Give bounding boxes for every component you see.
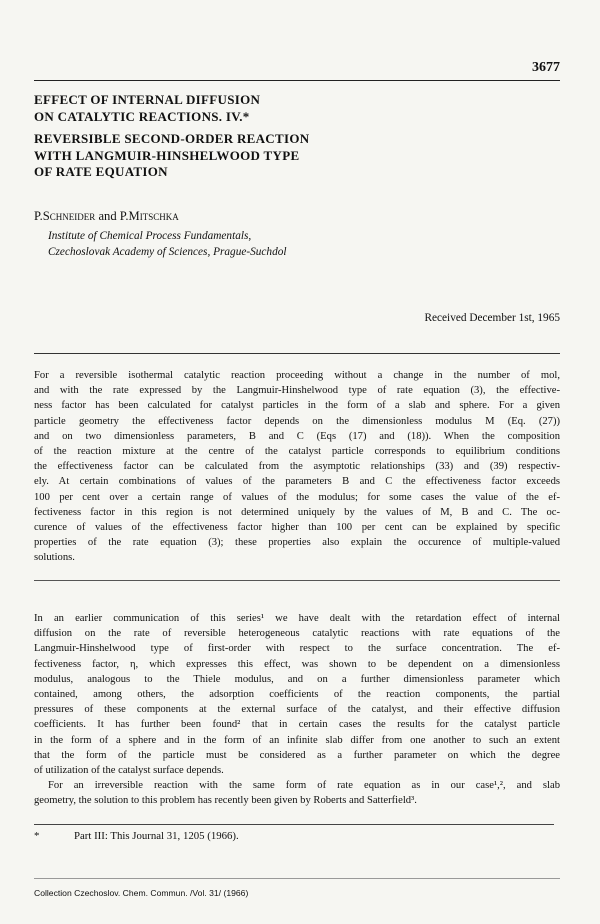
body-line: that the form of the particle must be considered as a further parameter on which the degree bbox=[34, 749, 560, 761]
body-text bbox=[34, 611, 560, 809]
author-name: Mitschka bbox=[128, 209, 179, 223]
received-date: Received December 1st, 1965 bbox=[424, 312, 560, 324]
body-line: Langmuir-Hinshelwood type of first-order with respect to the surface concentration. The ef- bbox=[34, 643, 560, 655]
author-conjunction: and bbox=[98, 209, 117, 223]
title-line: EFFECT OF INTERNAL DIFFUSION bbox=[34, 92, 261, 107]
author-list bbox=[34, 209, 179, 224]
footnote bbox=[34, 830, 239, 842]
abstract-line: 100 per cent over a certain range of values of the modulus; for some cases the value of the ef- bbox=[34, 491, 560, 503]
abstract-bottom-rule bbox=[34, 580, 560, 581]
footnote-rule bbox=[34, 824, 554, 825]
abstract bbox=[34, 368, 560, 566]
abstract-top-rule bbox=[34, 353, 560, 354]
affiliation bbox=[48, 228, 287, 260]
body-line: of utilization of the catalyst surface depends. bbox=[34, 765, 224, 777]
subtitle-line: OF RATE EQUATION bbox=[34, 164, 168, 179]
abstract-line: of the reaction mixture at the centre of the catalyst particle corresponds to equilibrium conditions bbox=[34, 446, 560, 458]
abstract-line: and with the rate expressed by the Langmuir-Hinshelwood type of rate equation (3), the effective- bbox=[34, 385, 560, 397]
abstract-line: properties of the rate equation (3); these properties also explain the occurence of multiple-valued bbox=[34, 537, 560, 549]
header-rule bbox=[34, 80, 560, 81]
article-subtitle bbox=[34, 131, 454, 181]
abstract-line: ely. At certain combinations of values of the parameters B and C the effectiveness factor exceeds bbox=[34, 476, 560, 488]
abstract-line: fectiveness factor in this region is not determined uniquely by the values of M, B and C. The oc- bbox=[34, 506, 560, 518]
body-line: pressures of these components at the external surface of the catalyst, and their effective diffusion bbox=[34, 704, 560, 716]
body-line: fectiveness factor, η, which expresses this effect, was shown to be dependent on a dimensionless bbox=[34, 658, 560, 670]
author-initial: P. bbox=[119, 209, 129, 223]
abstract-line: particle geometry the effectiveness factor depends on the dimensionless modulus M (Eq. (27)) bbox=[34, 415, 560, 427]
subtitle-line: REVERSIBLE SECOND-ORDER REACTION bbox=[34, 131, 310, 146]
footer-rule bbox=[34, 878, 560, 879]
body-line: coefficients. It has further been found² that in certain cases the results for the catalyst particle bbox=[34, 719, 560, 731]
subtitle-line: WITH LANGMUIR-HINSHELWOOD TYPE bbox=[34, 147, 300, 163]
body-line: geometry, the solution to this problem has recently been given by Roberts and Satterfield³. bbox=[34, 795, 417, 807]
article-title bbox=[34, 92, 454, 125]
body-line: diffusion on the rate of reversible heterogeneous catalytic reactions with rate equations of the bbox=[34, 628, 560, 640]
abstract-line: For a reversible isothermal catalytic reaction proceeding without a change in the number of mol, bbox=[34, 370, 560, 381]
page-number: 3677 bbox=[532, 60, 560, 75]
title-line: ON CATALYTIC REACTIONS. IV.* bbox=[34, 108, 250, 124]
abstract-line: solutions. bbox=[34, 552, 75, 564]
abstract-line: curence of values of the effectiveness factor higher than 100 per cent can be explained by specific bbox=[34, 522, 560, 534]
affiliation-line: Institute of Chemical Process Fundamentals, bbox=[48, 230, 252, 242]
footnote-mark: * bbox=[34, 830, 40, 842]
footnote-text: Part III: This Journal 31, 1205 (1966). bbox=[74, 830, 239, 842]
abstract-line: the effectiveness factor can be calculated from the asymptotic relationships (33) and (39) respectiv- bbox=[34, 461, 560, 473]
author-initial: P. bbox=[34, 209, 43, 223]
author-name: Schneider bbox=[42, 209, 96, 223]
body-line: in the form of a sphere and in the form of an infinite slab differ from one another to such an extent bbox=[34, 734, 560, 746]
body-line: modulus, analogous to the Thiele modulus, and on a further dimensionless parameter which bbox=[34, 673, 560, 685]
body-line: contained, among others, the adsorption coefficients of the reaction components, the partial bbox=[34, 689, 560, 701]
body-line: In an earlier communication of this series¹ we have dealt with the retardation effect of internal bbox=[34, 613, 560, 624]
body-line: For an irreversible reaction with the same form of rate equation as in our case¹,², and slab bbox=[48, 780, 560, 792]
affiliation-line: Czechoslovak Academy of Sciences, Prague-Suchdol bbox=[48, 246, 287, 258]
abstract-line: and on two dimensionless parameters, B and C (Eqs (17) and (18)). When the composition bbox=[34, 430, 560, 442]
journal-footer: Collection Czechoslov. Chem. Commun. /Vol. 31/ (1966) bbox=[34, 888, 249, 898]
abstract-line: ness factor has been calculated for catalyst particles in the form of a slab and sphere. For a given bbox=[34, 400, 560, 412]
